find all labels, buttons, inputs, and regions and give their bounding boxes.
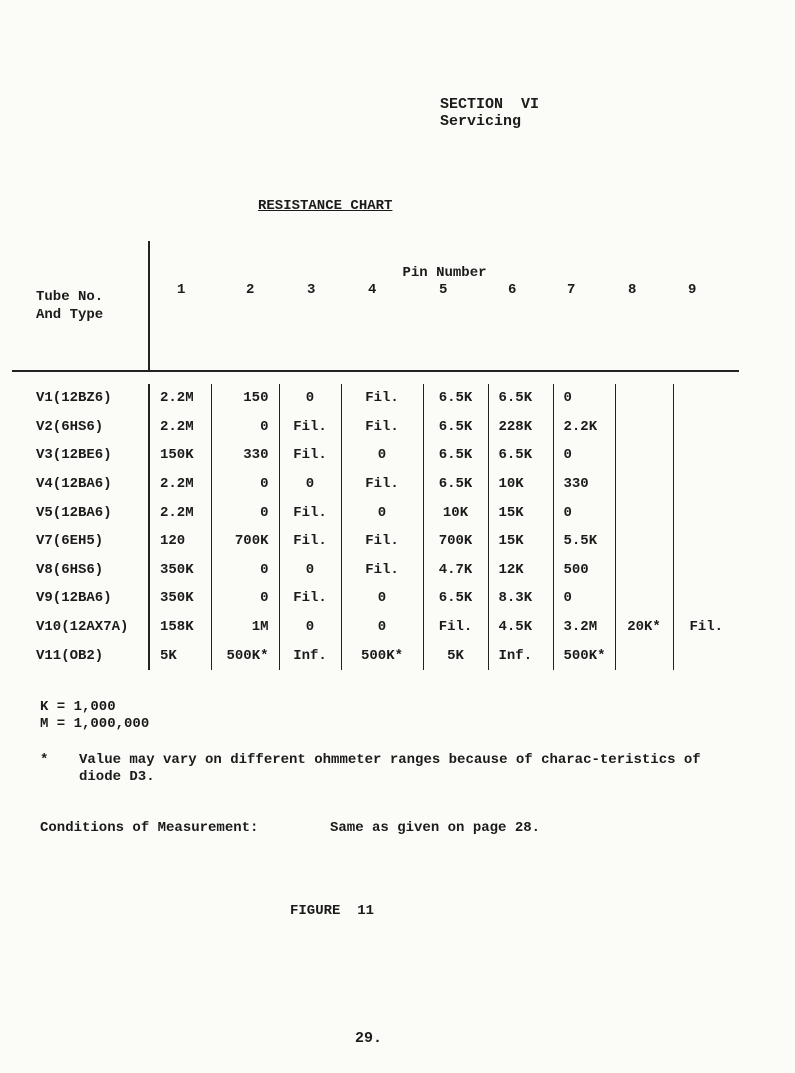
chart-title: RESISTANCE CHART [258,198,393,214]
pin-9-value [673,470,739,499]
tube-cell: V9(12BA6) [12,584,149,613]
pin-5-value: 700K [423,527,488,556]
pin-7: 7 [567,282,576,298]
pin-3-value: 0 [279,384,341,413]
pin-8: 8 [628,282,637,298]
table-row [12,470,739,499]
tube-cell: V8(6HS6) [12,556,149,585]
pin-8-value [615,384,673,413]
pin-6-value: 8.3K [488,584,553,613]
pin-1-value: 2.2M [149,384,211,413]
pin-1-value: 2.2M [149,413,211,442]
m-definition: M = 1,000,000 [40,716,150,732]
tube-header-line1: Tube No. [36,288,104,305]
tube-cell: V1(12BZ6) [12,384,149,413]
pin-2-value: 0 [211,556,279,585]
pin-7-value: 0 [553,384,615,413]
pin-7-value: 2.2K [553,413,615,442]
pin-9-value [673,413,739,442]
pin-1-value: 120 [149,527,211,556]
pin-4-value: 0 [341,498,423,527]
pin-5-value: 6.5K [423,413,488,442]
pin-5-value: 6.5K [423,441,488,470]
table-header-row [12,241,739,371]
footnote-marker: * [40,752,49,768]
pin-7-value: 0 [553,498,615,527]
pin-8-value [615,556,673,585]
pin-7-value: 3.2M [553,613,615,642]
conditions-text: Same as given on page 28. [330,820,541,836]
section-subtitle: Servicing [440,113,522,130]
pin-4-value: 0 [341,584,423,613]
pin-6-value: 10K [488,470,553,499]
pin-1-value: 150K [149,441,211,470]
table-row [12,413,739,442]
resistance-table [12,241,739,670]
table-row [12,613,739,642]
table-row [12,556,739,585]
pin-5-value: 4.7K [423,556,488,585]
pin-3-value: Fil. [279,441,341,470]
pin-7-value: 500 [553,556,615,585]
pin-3-value: 0 [279,556,341,585]
pin-2-value: 0 [211,498,279,527]
pin-4-value: Fil. [341,470,423,499]
pin-number-label: Pin Number [402,265,487,281]
pin-4-value: Fil. [341,384,423,413]
tube-cell: V3(12BE6) [12,441,149,470]
pin-8-value [615,498,673,527]
pin-3-value: Fil. [279,413,341,442]
section-header [440,96,539,130]
tube-cell: V2(6HS6) [12,413,149,442]
pin-2-value: 700K [211,527,279,556]
pin-1-value: 5K [149,641,211,670]
pin-8-value [615,413,673,442]
pin-6-value: Inf. [488,641,553,670]
pin-2: 2 [246,282,255,298]
tube-cell: V10(12AX7A) [12,613,149,642]
pin-2-value: 500K* [211,641,279,670]
tube-cell: V7(6EH5) [12,527,149,556]
pin-6: 6 [508,282,517,298]
pin-1-value: 350K [149,556,211,585]
k-definition: K = 1,000 [40,699,116,715]
pin-9-value [673,584,739,613]
pin-2-value: 1M [211,613,279,642]
pin-7-value: 5.5K [553,527,615,556]
pin-5-value: 6.5K [423,584,488,613]
pin-2-value: 0 [211,584,279,613]
pin-2-value: 150 [211,384,279,413]
pin-8-value [615,527,673,556]
pin-1: 1 [177,282,186,298]
pin-4-value: Fil. [341,556,423,585]
pin-2-value: 0 [211,413,279,442]
pin-9-value: Fil. [689,619,724,636]
pin-1-value: 158K [149,613,211,642]
unit-legend [40,699,149,733]
pin-7-value: 0 [553,584,615,613]
pin-7-value: 0 [553,441,615,470]
pin-8-value [615,470,673,499]
pin-3-value: Fil. [279,498,341,527]
section-title: SECTION VI [440,96,540,113]
figure-caption: FIGURE 11 [290,903,375,919]
pin-8-value [615,641,673,670]
pin-6-value: 12K [488,556,553,585]
pin-6-value: 6.5K [488,441,553,470]
page-number: 29. [355,1030,383,1047]
tube-cell: V11(OB2) [12,641,149,670]
pin-5-value: 10K [423,498,488,527]
pin-8-value [615,441,673,470]
pin-4-value: Fil. [341,413,423,442]
pin-4-value: 0 [341,613,423,642]
pin-6-value: 4.5K [488,613,553,642]
pin-9-value [673,384,739,413]
pin-5-value: 6.5K [423,384,488,413]
tube-cell: V5(12BA6) [12,498,149,527]
pin-numbers [150,282,739,300]
table-row [12,527,739,556]
pin-2-value: 0 [211,470,279,499]
pin-6-value: 228K [488,413,553,442]
pin-9: 9 [688,282,697,298]
table-row [12,641,739,670]
pin-6-value: 15K [488,527,553,556]
tube-header [12,241,149,371]
pin-1-value: 350K [149,584,211,613]
pin-1-value: 2.2M [149,498,211,527]
conditions-label: Conditions of Measurement: [40,820,259,836]
pin-1-value: 2.2M [149,470,211,499]
pin-4-value: 0 [341,441,423,470]
pin-8-value: 20K* [615,613,673,642]
tube-cell: V4(12BA6) [12,470,149,499]
table-row [12,384,739,413]
pin-3-value: Inf. [279,641,341,670]
tube-header-line2: And Type [36,306,104,323]
pin-8-value [615,584,673,613]
pin-2-value: 330 [211,441,279,470]
pin-3-value: 0 [279,613,341,642]
pin-3: 3 [307,282,316,298]
pin-9-value [673,441,739,470]
pin-7-value: 330 [553,470,615,499]
pin-6-value: 15K [488,498,553,527]
footnote-text: Value may vary on different ohmmeter ranges because of charac-teristics of diode D3. [79,752,701,785]
pin-5-value: 6.5K [423,470,488,499]
table-row [12,498,739,527]
pin-3-value: 0 [279,470,341,499]
table-row [12,584,739,613]
pin-7-value: 500K* [553,641,615,670]
pin-6-value: 6.5K [488,384,553,413]
pin-9-value [673,527,739,556]
pin-9-value [673,556,739,585]
pin-5: 5 [439,282,448,298]
pin-9-value [673,498,739,527]
pin-4-value: Fil. [341,527,423,556]
pin-3-value: Fil. [279,527,341,556]
pin-4: 4 [368,282,377,298]
spacer-row [12,371,739,384]
pin-3-value: Fil. [279,584,341,613]
pin-header-cell [149,241,739,371]
pin-5-value: Fil. [423,613,488,642]
pin-5-value: 5K [423,641,488,670]
table-row [12,441,739,470]
pin-9-value [673,641,739,670]
pin-4-value: 500K* [341,641,423,670]
